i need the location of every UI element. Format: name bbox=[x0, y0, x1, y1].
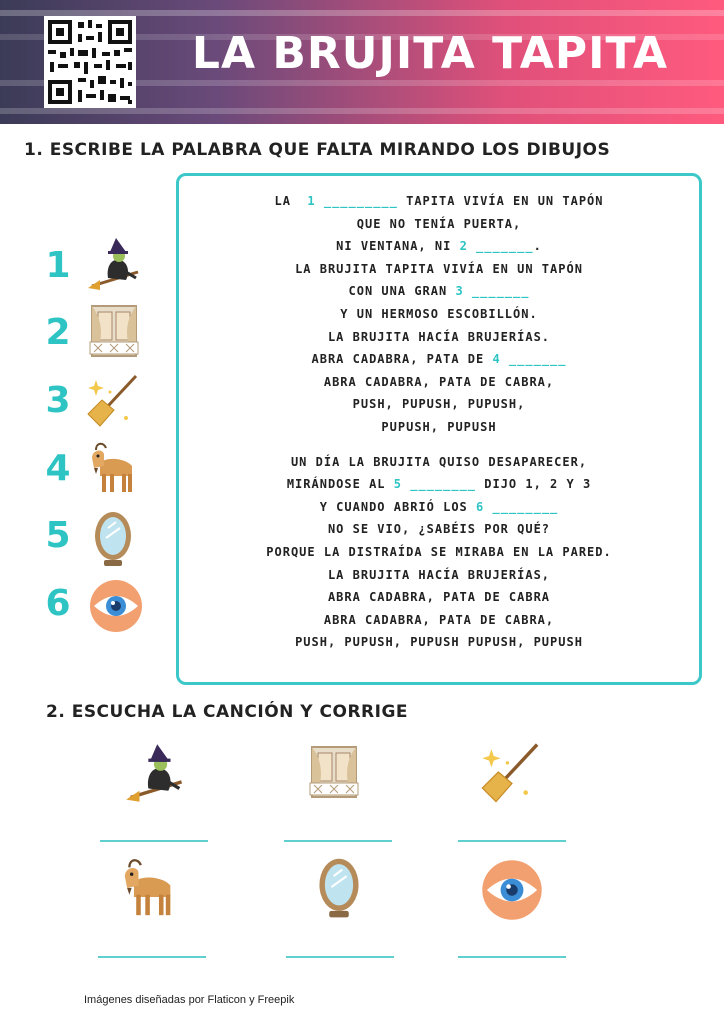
item-number-2: 2 bbox=[45, 312, 71, 353]
section-2-heading: 2. ESCUCHA LA CANCIÓN Y CORRIGE bbox=[46, 702, 409, 722]
blank-6[interactable]: 6 ________ bbox=[476, 499, 559, 514]
item-number-5: 5 bbox=[45, 515, 71, 556]
item-number-6: 6 bbox=[45, 583, 71, 624]
section-1-heading: 1. ESCRIBE LA PALABRA QUE FALTA MIRANDO LOS DIBUJOS bbox=[24, 140, 611, 160]
eye-icon bbox=[480, 858, 544, 926]
goat-icon bbox=[86, 440, 144, 502]
witch-on-broom-icon bbox=[86, 236, 142, 296]
eye-icon bbox=[88, 578, 144, 638]
answer-line[interactable] bbox=[100, 840, 208, 842]
broom-icon bbox=[86, 372, 142, 432]
page-title: LA BRUJITA TAPITA bbox=[191, 28, 669, 79]
answer-line[interactable] bbox=[98, 956, 206, 958]
mirror-icon bbox=[90, 508, 136, 572]
blank-2[interactable]: 2 _______ bbox=[459, 239, 534, 254]
answer-line[interactable] bbox=[284, 840, 392, 842]
mirror-icon bbox=[314, 854, 364, 924]
broom-icon bbox=[480, 740, 544, 808]
poem: LA 1 _________ TAPITA VIVÍA EN UN TAPÓN QUE NO TENÍA PUERTA, NI VENTANA, NI 2 _______. LA BRUJITA TAPITA VIVÍA EN UN TAPÓN CON UNA GRAN 3 _______ Y UN HERMOSO ESCOBILLÓN. LA BRUJITA HACÍA BRUJERÍAS. ABRA CADABRA, PATA DE 4 _______ ABRA CADABRA, PATA DE CABRA, PUSH, PUPUSH, PUPUSH, PUPUSH, PUPUSH UN DÍA LA BRUJITA QUISO DESAPARECER, MIRÁNDOSE AL 5 ________ DIJO 1, 2 Y 3 Y CUANDO ABRIÓ LOS 6 ________ NO SE VIO, ¿SABÉIS POR QUÉ? PORQUE LA DISTRAÍDA SE MIRABA EN LA PARED. LA BRUJITA HACÍA BRUJERÍAS, ABRA CADABRA, PATA DE CABRA ABRA CADABRA, PATA DE CABRA, PUSH, PUPUSH, PUPUSH PUPUSH, PUPUSH bbox=[266, 194, 612, 650]
blank-4[interactable]: 4 _______ bbox=[492, 352, 567, 367]
window-icon bbox=[86, 302, 142, 364]
header-banner bbox=[0, 0, 724, 124]
goat-icon bbox=[118, 856, 184, 926]
item-number-1: 1 bbox=[45, 245, 71, 286]
blank-5[interactable]: 5 ________ bbox=[393, 477, 477, 492]
blank-1[interactable]: 1 _________ bbox=[307, 194, 398, 208]
answer-line[interactable] bbox=[286, 956, 394, 958]
item-number-4: 4 bbox=[45, 448, 71, 489]
blank-3[interactable]: 3 _______ bbox=[455, 284, 530, 299]
qr-code-icon[interactable] bbox=[44, 16, 136, 108]
poem-box bbox=[176, 173, 702, 685]
answer-line[interactable] bbox=[458, 840, 566, 842]
window-icon bbox=[306, 742, 362, 806]
footer-credit: Imágenes diseñadas por Flaticon y Freepik bbox=[84, 994, 295, 1006]
witch-on-broom-icon bbox=[124, 742, 186, 808]
answer-line[interactable] bbox=[458, 956, 566, 958]
item-number-3: 3 bbox=[45, 380, 71, 421]
